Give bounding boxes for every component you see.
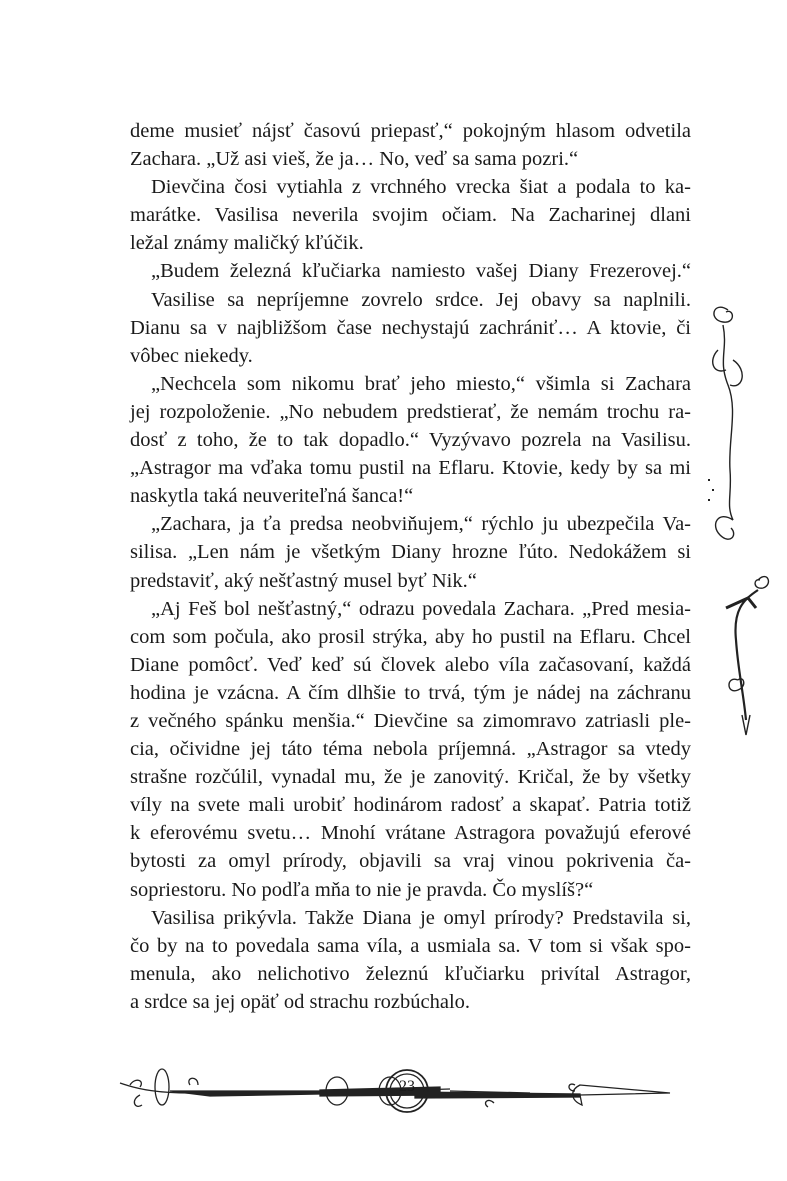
text-line: strašne rozčúlil, vynadal mu, že je zanovitý. Kričal, že by všetky [130, 766, 691, 789]
text-line: „Nechcela som nikomu brať jeho miesto,“ všimla si Zachara [151, 372, 691, 395]
text-line: predstaviť, aký nešťastný musel byť Nik.“ [130, 569, 477, 592]
text-line: sopriestoru. No podľa mňa to nie je pravda. Čo myslíš?“ [130, 878, 594, 901]
text-line: Dievčina čosi vytiahla z vrchného vrecka šiat a podala to ka- [151, 176, 691, 199]
text-line: z večného spánku menšia.“ Dievčine sa zimomravo zatriasli ple- [130, 709, 691, 732]
text-line: hodina je vzácna. A čím dlhšie to trvá, tým je nádej na záchranu [130, 681, 691, 704]
text-line: a srdce sa jej opäť od strachu rozbúchalo. [130, 990, 471, 1013]
text-line: cia, očividne jej táto téma nebola príjemná. „Astragor sa vtedy [130, 738, 691, 761]
text-line: jej rozpoloženie. „No nebudem predstierať, že nemám trochu ra- [130, 400, 691, 423]
decorative-flourish-icon [698, 290, 778, 770]
text-line: Vasilisa prikývla. Takže Diana je omyl prírody? Predstavila si, [151, 906, 691, 929]
page-number: 23 [399, 1078, 415, 1095]
text-line: „Aj Feš bol nešťastný,“ odrazu povedala Zachara. „Pred mesia- [151, 597, 691, 620]
text-line: naskytla taká neuveriteľná šanca!“ [130, 485, 414, 508]
text-line: k eferovému svetu… Mnohí vrátane Astragora považujú eferové [130, 822, 691, 845]
text-line: „Astragor ma vďaka tomu pustil na Eflaru. Ktovie, kedy by sa mi [130, 457, 691, 480]
text-line: marátke. Vasilisa neverila svojim očiam. Na Zacharinej dlani [130, 204, 691, 227]
text-line: „Zachara, ja ťa predsa neobviňujem,“ rýchlo ju ubezpečila Va- [151, 513, 691, 536]
text-line: ležal známy maličký kľúčik. [130, 232, 364, 255]
text-line: vôbec niekedy. [130, 344, 253, 367]
text-line: com som počula, ako prosil strýka, aby ho pustil na Eflaru. Chcel [130, 625, 691, 648]
text-line: Vasilise sa nepríjemne zovrelo srdce. Jej obavy sa naplnili. [151, 288, 691, 311]
text-line: Diane pomôcť. Veď keď sú človek alebo víla začasovaní, každá [130, 653, 691, 676]
text-line: Dianu sa v najbližšom čase nechystajú zachrániť… A ktovie, či [130, 316, 691, 339]
text-line: silisa. „Len nám je všetkým Diany hrozne ľúto. Nedokážem si [130, 541, 691, 564]
body-text [130, 117, 691, 1016]
text-line: bytosti za omyl prírody, objavili sa vraj vinou pokrivenia ča- [130, 850, 691, 873]
text-line: deme musieť nájsť časovú priepasť,“ pokojným hlasom odvetila [130, 120, 691, 142]
text-line: Zachara. „Už asi vieš, že ja… No, veď sa sama pozri.“ [130, 148, 579, 171]
text-line: dosť z toho, že to tak dopadlo.“ Vyzývavo pozrela na Vasilisu. [130, 429, 691, 452]
text-line: menula, ako nelichotivo železnú kľučiarku privítal Astragor, [130, 962, 691, 985]
text-line: „Budem železná kľučiarka namiesto vašej Diany Frezerovej.“ [151, 260, 691, 283]
text-line: víly na svete mali urobiť hodinárom radosť a skapať. Patria totiž [130, 794, 691, 817]
text-line: čo by na to povedala sama víla, a usmiala sa. V tom si však spo- [130, 934, 691, 957]
